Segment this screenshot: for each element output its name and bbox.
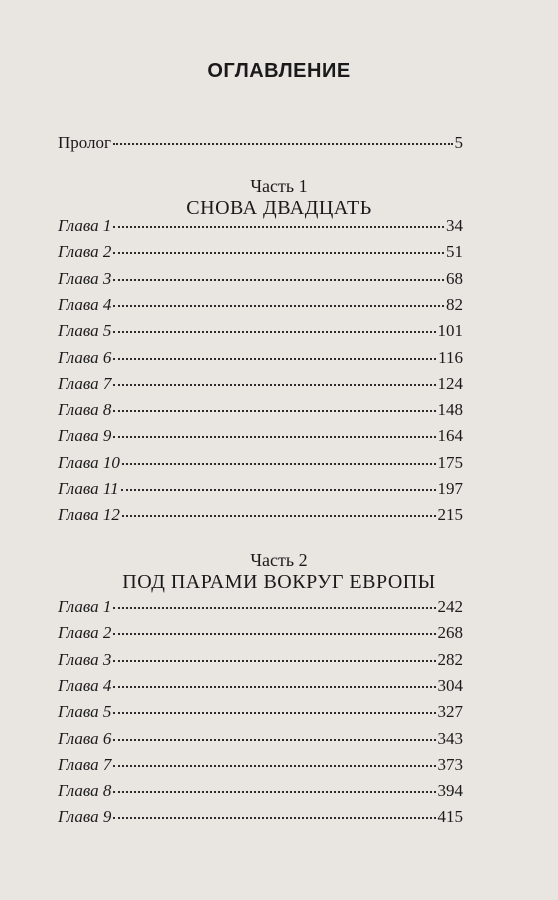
- dot-leader: [113, 331, 435, 333]
- toc-entry: [58, 597, 463, 621]
- toc-entry-page: 101: [437, 321, 463, 341]
- toc-entry-label: Глава 12: [58, 505, 120, 525]
- dot-leader: [122, 463, 436, 465]
- toc-entry-label: Глава 9: [58, 426, 112, 446]
- toc-entry: [58, 479, 463, 503]
- part-1-title: СНОВА ДВАДЦАТЬ: [186, 197, 372, 219]
- toc-entry: [58, 295, 463, 319]
- dot-leader: [122, 515, 436, 517]
- toc-entry: [58, 269, 463, 293]
- dot-leader: [113, 686, 435, 688]
- toc-entry-page: 116: [438, 347, 463, 367]
- toc-entry: [58, 505, 463, 529]
- toc-entry-page: 124: [437, 373, 463, 393]
- toc-entry: [58, 426, 463, 450]
- toc-entry-label: Глава 6: [58, 728, 112, 748]
- part-2-title: ПОД ПАРАМИ ВОКРУГ ЕВРОПЫ: [122, 571, 436, 593]
- toc-entry-page: 394: [437, 781, 463, 801]
- toc-entry-label: Глава 5: [58, 702, 112, 722]
- toc-entry-page: 268: [437, 623, 463, 643]
- toc-entry-label: Глава 10: [58, 452, 120, 472]
- toc-entry-label: Глава 1: [58, 216, 112, 235]
- dot-leader: [113, 607, 435, 609]
- dot-leader: [113, 410, 435, 412]
- toc-entry: [58, 216, 463, 240]
- dot-leader: [113, 712, 435, 714]
- toc-entry-page: 34: [446, 216, 463, 235]
- dot-leader: [121, 489, 436, 491]
- toc-entry: [58, 348, 463, 372]
- toc-entry-page: 148: [437, 400, 463, 420]
- toc-entry-page: 197: [437, 479, 463, 498]
- toc-entry-label: Глава 8: [58, 400, 112, 420]
- toc-entry-label: Глава 3: [58, 268, 112, 288]
- dot-leader: [113, 305, 444, 307]
- toc-entry: [58, 755, 463, 779]
- dot-leader: [113, 226, 444, 228]
- toc-entry-page: 175: [437, 452, 463, 472]
- toc-entry-label: Глава 2: [58, 242, 112, 262]
- dot-leader: [113, 384, 435, 386]
- toc-entry-page: 373: [437, 754, 463, 774]
- part-2-label: Часть 2: [250, 550, 308, 570]
- dot-leader: [113, 765, 435, 767]
- dot-leader: [113, 252, 444, 254]
- dot-leader: [113, 791, 435, 793]
- dot-leader: [113, 739, 435, 741]
- toc-entry-label: Пролог: [58, 133, 112, 152]
- dot-leader: [113, 660, 435, 662]
- toc-entry: [58, 623, 463, 647]
- toc-entry-page: 51: [446, 242, 463, 262]
- toc-entry-label: Глава 2: [58, 623, 112, 643]
- toc-entry-label: Глава 9: [58, 807, 112, 827]
- toc-entry-label: Глава 7: [58, 373, 112, 393]
- page-title: ОГЛАВЛЕНИЕ: [207, 60, 351, 82]
- toc-entry-page: 343: [437, 728, 463, 748]
- toc-entry-label: Глава 1: [58, 597, 112, 616]
- toc-entry-page: 5: [454, 133, 463, 152]
- toc-entry-label: Глава 11: [58, 479, 119, 498]
- dot-leader: [113, 279, 444, 281]
- dot-leader: [113, 436, 435, 438]
- toc-entry-prologue: [58, 133, 463, 157]
- toc-entry: [58, 676, 463, 700]
- toc-entry-page: 415: [437, 807, 463, 827]
- toc-entry-page: 282: [437, 649, 463, 669]
- dot-leader: [113, 358, 436, 360]
- dot-leader: [113, 817, 435, 819]
- toc-entry-label: Глава 3: [58, 649, 112, 669]
- toc-entry: [58, 729, 463, 753]
- toc-entry: [58, 650, 463, 674]
- toc-entry-page: 304: [437, 675, 463, 695]
- toc-entry: [58, 242, 463, 266]
- toc-entry-page: 242: [437, 597, 463, 616]
- toc-entry-page: 215: [437, 505, 463, 525]
- toc-entry-page: 327: [437, 702, 463, 722]
- toc-entry-label: Глава 4: [58, 675, 112, 695]
- toc-entry: [58, 781, 463, 805]
- toc-entry: [58, 453, 463, 477]
- toc-entry: [58, 807, 463, 831]
- toc-entry: [58, 374, 463, 398]
- toc-entry-label: Глава 4: [58, 294, 112, 314]
- toc-entry-label: Глава 5: [58, 321, 112, 341]
- toc-entry-label: Глава 6: [58, 347, 112, 367]
- toc-entry-page: 82: [446, 294, 463, 314]
- toc-entry-page: 68: [446, 268, 463, 288]
- toc-entry-label: Глава 8: [58, 781, 112, 801]
- toc-entry: [58, 321, 463, 345]
- dot-leader: [113, 143, 452, 145]
- toc-entry-page: 164: [437, 426, 463, 446]
- toc-entry: [58, 400, 463, 424]
- part-1-label: Часть 1: [250, 176, 308, 196]
- toc-entry-label: Глава 7: [58, 754, 112, 774]
- dot-leader: [113, 633, 435, 635]
- toc-entry: [58, 702, 463, 726]
